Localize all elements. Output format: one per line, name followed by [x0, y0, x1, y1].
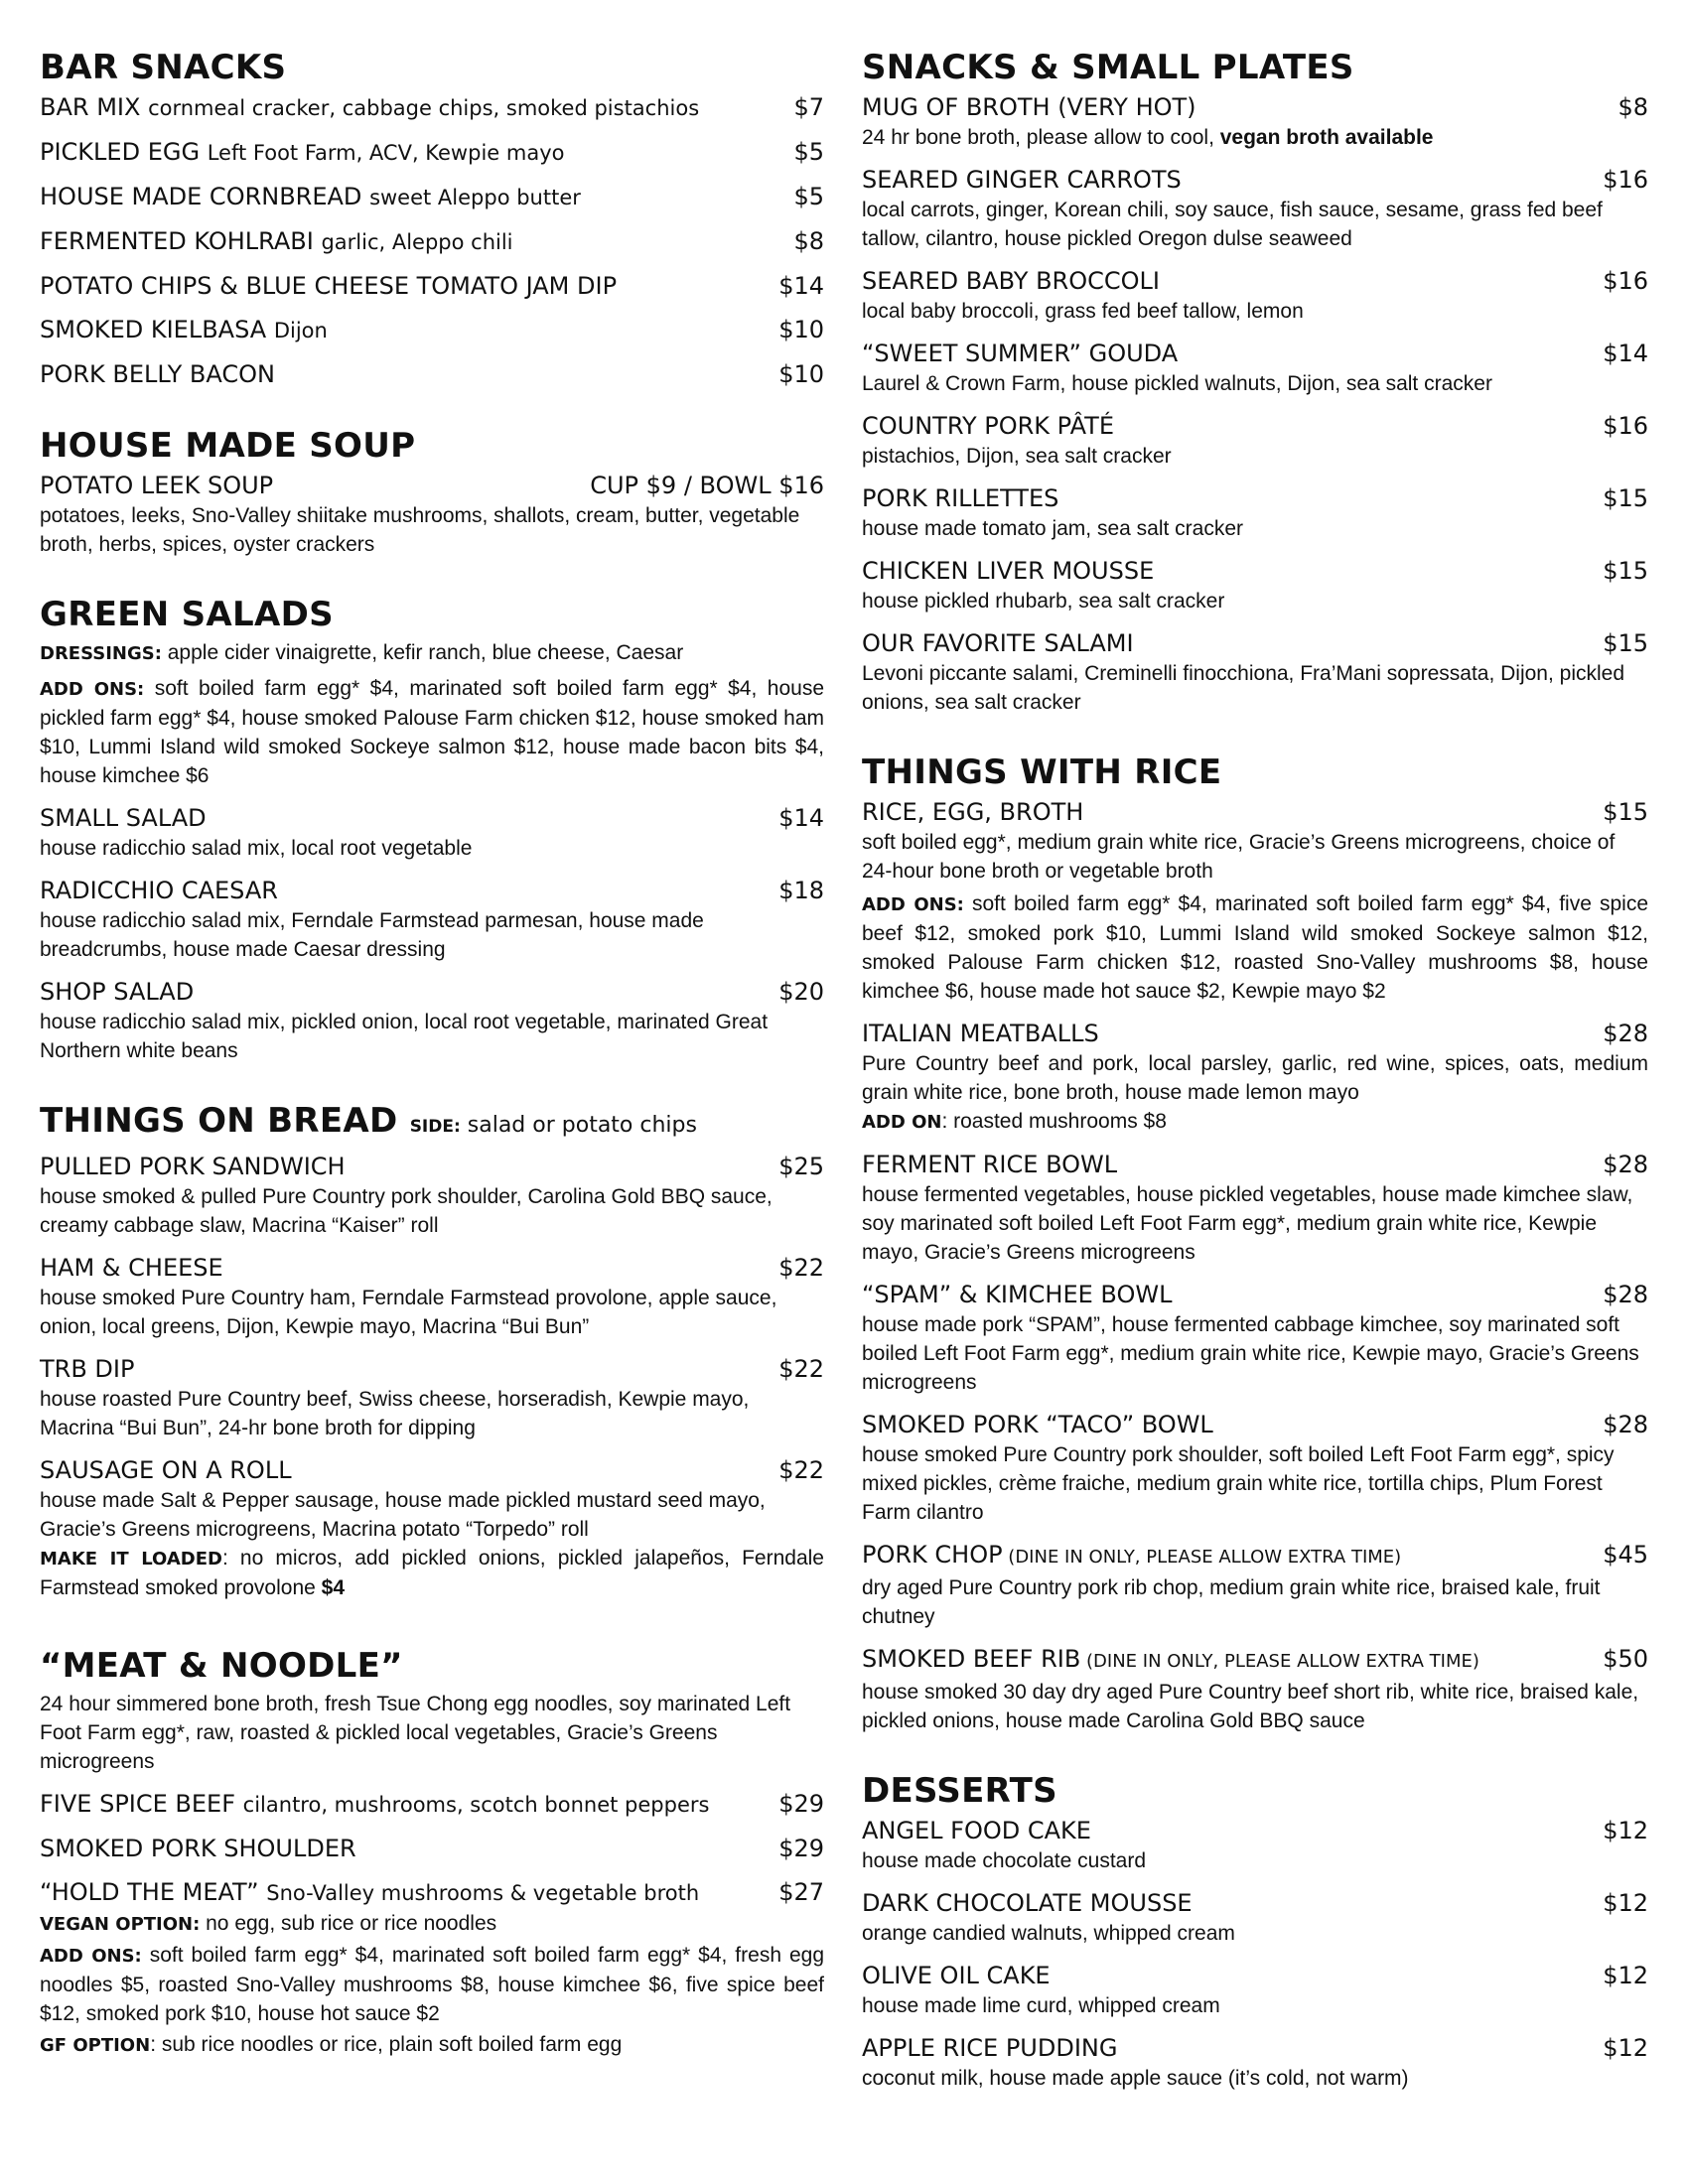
item-desc: Left Foot Farm, ACV, Kewpie mayo — [207, 141, 565, 165]
item-price: $12 — [1603, 1817, 1648, 1844]
green-salads-section — [40, 595, 824, 1065]
item-name: SMOKED KIELBASA — [40, 316, 267, 343]
menu-item — [40, 470, 824, 501]
item-desc: house smoked Pure Country pork shoulder, soft boiled Left Foot Farm egg*, spicy mixed pickles, crème fraiche, medium grain white rice, tortilla chips, Plum Forest Farm cilantro — [862, 1443, 1615, 1524]
item-name: PORK RILLETTES — [862, 484, 1059, 512]
vegan-note — [40, 1909, 824, 1939]
item-price: $14 — [778, 272, 824, 300]
item-price: $15 — [1603, 557, 1648, 585]
item-price: $10 — [778, 360, 824, 388]
item-desc: Sno-Valley mushrooms & vegetable broth — [266, 1881, 700, 1905]
menu-item — [40, 1454, 824, 1486]
menu-item — [40, 358, 824, 390]
menu-item — [40, 1353, 824, 1385]
addons-text: soft boiled farm egg* $4, marinated soft boiled farm egg* $4, fresh egg noodles $5, roasted Sno-Valley mushrooms $8, house kimchee $6, five spice beef $12, smoked pork $10, house hot sauce $2 — [40, 1944, 824, 2025]
item-name: HAM & CHEESE — [40, 1254, 223, 1282]
bar-snacks-section — [40, 48, 824, 390]
item-name: PORK BELLY BACON — [40, 360, 275, 388]
menu-item — [862, 1149, 1648, 1180]
item-name: SMOKED PORK SHOULDER — [40, 1835, 356, 1862]
gf-label: GF OPTION — [40, 2035, 151, 2056]
item-name: COUNTRY PORK PÂTÉ — [862, 412, 1114, 440]
menu-item — [862, 1279, 1648, 1310]
item-desc: orange candied walnuts, whipped cream — [862, 1922, 1235, 1945]
item-note: (DINE IN ONLY, PLEASE ALLOW EXTRA TIME) — [1002, 1547, 1402, 1568]
item-name: OLIVE OIL CAKE — [862, 1962, 1051, 1989]
item-price: $12 — [1603, 1889, 1648, 1917]
menu-item — [862, 796, 1648, 828]
item-name: SEARED BABY BROCCOLI — [862, 267, 1160, 295]
item-desc: house fermented vegetables, house pickled vegetables, house made kimchee slaw, soy marinated soft boiled Left Foot Farm egg*, medium grain white rice, Kewpie mayo, Gracie’s Greens microgreens — [862, 1183, 1633, 1264]
menu-item — [862, 2032, 1648, 2064]
item-name: BAR MIX — [40, 93, 141, 121]
item-desc: soft boiled egg*, medium grain white rice, Gracie’s Greens microgreens, choice of 24-hour bone broth or vegetable broth — [862, 831, 1616, 883]
item-name: “SWEET SUMMER” GOUDA — [862, 340, 1179, 367]
right-column — [862, 48, 1648, 2128]
item-name: POTATO LEEK SOUP — [40, 472, 274, 499]
menu-item — [862, 1539, 1648, 1573]
menu-item — [40, 1151, 824, 1182]
item-desc-bold: vegan broth available — [1219, 126, 1434, 149]
item-name: RICE, EGG, BROTH — [862, 798, 1084, 826]
menu-item — [40, 225, 824, 258]
item-name: APPLE RICE PUDDING — [862, 2034, 1118, 2062]
item-name: FERMENTED KOHLRABI — [40, 227, 314, 255]
item-name: OUR FAVORITE SALAMI — [862, 629, 1134, 657]
item-price: $8 — [793, 227, 824, 255]
item-price: $14 — [778, 804, 824, 832]
menu-item — [40, 802, 824, 834]
item-price: $50 — [1603, 1645, 1648, 1673]
addon-text: : roasted mushrooms $8 — [941, 1110, 1167, 1133]
item-desc: dry aged Pure Country pork rib chop, medium grain white rice, braised kale, fruit chutney — [862, 1576, 1601, 1628]
item-desc: house made tomato jam, sea salt cracker — [862, 517, 1244, 540]
left-column — [40, 48, 824, 2096]
gf-text: : sub rice noodles or rice, plain soft boiled farm egg — [150, 2033, 623, 2056]
dressings-text: apple cider vinaigrette, kefir ranch, blue cheese, Caesar — [161, 641, 684, 664]
menu-item — [40, 1833, 824, 1864]
item-name: SMOKED BEEF RIB — [862, 1645, 1081, 1673]
item-price: $7 — [793, 93, 824, 121]
item-desc: cornmeal cracker, cabbage chips, smoked pistachios — [148, 96, 700, 120]
menu-item — [862, 1960, 1648, 1991]
item-desc: pistachios, Dijon, sea salt cracker — [862, 445, 1172, 468]
item-price: $45 — [1603, 1541, 1648, 1569]
addons-label: ADD ONS: — [862, 894, 964, 915]
addons-text: soft boiled farm egg* $4, marinated soft boiled farm egg* $4, house pickled farm egg* $4, house smoked Palouse Farm chicken $12, house smoked ham $10, Lummi Island wild smoked Sockeye salmon $12, house made bacon bits $4, house kimchee $6 — [40, 677, 825, 787]
item-price: $22 — [778, 1355, 824, 1383]
bread-section — [40, 1101, 824, 1602]
menu-item — [40, 181, 824, 213]
item-desc: house radicchio salad mix, Ferndale Farmstead parmesan, house made breadcrumbs, house made Caesar dressing — [40, 909, 704, 961]
item-desc: Laurel & Crown Farm, house pickled walnuts, Dijon, sea salt cracker — [862, 372, 1492, 395]
item-price: $12 — [1603, 1962, 1648, 1989]
item-price: $16 — [1603, 267, 1648, 295]
section-title: THINGS WITH RICE — [862, 752, 1222, 792]
item-name: POTATO CHIPS & BLUE CHEESE TOMATO JAM DIP — [40, 272, 618, 300]
item-price: $15 — [1603, 629, 1648, 657]
addons-note — [862, 889, 1648, 1006]
menu-item — [862, 555, 1648, 587]
menu-item — [40, 1876, 824, 1909]
item-price: $22 — [778, 1254, 824, 1282]
item-name: SMALL SALAD — [40, 804, 207, 832]
item-name: ANGEL FOOD CAKE — [862, 1817, 1091, 1844]
item-price: $15 — [1603, 484, 1648, 512]
vegan-label: VEGAN OPTION: — [40, 1914, 201, 1935]
item-desc-text: 24 hr bone broth, please allow to cool, — [862, 126, 1220, 149]
menu-item — [862, 1815, 1648, 1846]
item-price: $27 — [778, 1878, 824, 1906]
loaded-text: : no micros, add pickled onions, pickled jalapeños, Ferndale Farmstead smoked provolone — [40, 1547, 824, 1599]
gf-note — [40, 2030, 824, 2060]
section-title-text: THINGS ON BREAD — [40, 1101, 398, 1141]
item-desc: house made Salt & Pepper sausage, house made pickled mustard seed mayo, Gracie’s Greens microgreens, Macrina potato “Torpedo” roll — [40, 1489, 766, 1541]
menu-item — [862, 1018, 1648, 1049]
item-name: SAUSAGE ON A ROLL — [40, 1456, 292, 1484]
menu-item — [40, 314, 824, 346]
side-label: SIDE: — [409, 1117, 461, 1137]
menu-item — [40, 976, 824, 1008]
vegan-text: no egg, sub rice or rice noodles — [200, 1912, 497, 1935]
item-name: RADICCHIO CAESAR — [40, 877, 278, 904]
loaded-note — [40, 1544, 824, 1602]
menu-item — [40, 91, 824, 124]
item-price: $29 — [778, 1835, 824, 1862]
section-title: HOUSE MADE SOUP — [40, 426, 416, 466]
item-desc: cilantro, mushrooms, scotch bonnet peppers — [242, 1793, 710, 1817]
addon-note — [862, 1107, 1648, 1137]
menu-item — [40, 875, 824, 906]
item-desc: house radicchio salad mix, local root vegetable — [40, 837, 473, 860]
item-name: PORK CHOP — [862, 1541, 1003, 1569]
item-price: $12 — [1603, 2034, 1648, 2062]
item-price: $20 — [778, 978, 824, 1006]
item-name: “SPAM” & KIMCHEE BOWL — [862, 1281, 1173, 1308]
item-desc: house smoked & pulled Pure Country pork shoulder, Carolina Gold BBQ sauce, creamy cabbage slaw, Macrina “Kaiser” roll — [40, 1185, 773, 1237]
item-price: $5 — [793, 183, 824, 210]
section-title: BAR SNACKS — [40, 48, 287, 87]
item-desc: coconut milk, house made apple sauce (it’s cold, not warm) — [862, 2067, 1409, 2090]
item-desc: Pure Country beef and pork, local parsley, garlic, red wine, spices, oats, medium grain white rice, bone broth, house made lemon mayo — [862, 1052, 1648, 1104]
menu-item — [862, 1409, 1648, 1440]
menu-item — [862, 338, 1648, 369]
item-name: “HOLD THE MEAT” — [40, 1878, 259, 1906]
item-desc: local carrots, ginger, Korean chili, soy sauce, fish sauce, sesame, grass fed beef tallow, cilantro, house pickled Oregon dulse seaweed — [862, 199, 1603, 250]
item-name: SHOP SALAD — [40, 978, 195, 1006]
rice-section — [862, 752, 1648, 1735]
menu-item — [862, 410, 1648, 442]
item-desc — [862, 123, 1648, 152]
item-price: $8 — [1618, 93, 1648, 121]
item-desc: Dijon — [273, 319, 328, 342]
item-name: TRB DIP — [40, 1355, 135, 1383]
item-name: HOUSE MADE CORNBREAD — [40, 183, 362, 210]
addons-text: soft boiled farm egg* $4, marinated soft boiled farm egg* $4, five spice beef $12, smoked pork $10, Lummi Island wild smoked Sockeye salmon $12, smoked Palouse Farm chicken $12, roasted Sno-Valley mushrooms $8, house kimchee $6, house made hot sauce $2, Kewpie mayo $2 — [862, 892, 1649, 1003]
item-name: CHICKEN LIVER MOUSSE — [862, 557, 1155, 585]
noodle-intro: 24 hour simmered bone broth, fresh Tsue Chong egg noodles, soy marinated Left Foot Farm egg*, raw, roasted & pickled local vegetables, Gracie’s Greens microgreens — [40, 1693, 791, 1773]
item-name: DARK CHOCOLATE MOUSSE — [862, 1889, 1193, 1917]
section-title: GREEN SALADS — [40, 595, 334, 634]
item-price: $14 — [1603, 340, 1648, 367]
item-name: ITALIAN MEATBALLS — [862, 1020, 1099, 1047]
item-price: $28 — [1603, 1281, 1648, 1308]
addons-note — [40, 1941, 824, 2028]
item-price: $16 — [1603, 166, 1648, 194]
item-price: $29 — [778, 1790, 824, 1818]
dressings-label: DRESSINGS: — [40, 643, 162, 664]
item-desc: house pickled rhubarb, sea salt cracker — [862, 590, 1225, 613]
item-desc: Levoni piccante salami, Creminelli finocchiona, Fra’Mani sopressata, Dijon, pickled onions, sea salt cracker — [862, 662, 1625, 714]
menu-item — [862, 627, 1648, 659]
item-price: $10 — [778, 316, 824, 343]
item-desc: house smoked 30 day dry aged Pure Country beef short rib, white rice, braised kale, pickled onions, house made Carolina Gold BBQ sauce — [862, 1681, 1639, 1732]
item-price: $28 — [1603, 1411, 1648, 1438]
menu-item — [862, 91, 1648, 123]
item-desc: house smoked Pure Country ham, Ferndale Farmstead provolone, apple sauce, onion, local greens, Dijon, Kewpie mayo, Macrina “Bui Bun” — [40, 1287, 777, 1338]
loaded-label: MAKE IT LOADED — [40, 1549, 222, 1570]
item-price: CUP $9 / BOWL $16 — [590, 472, 824, 499]
loaded-price: $4 — [321, 1576, 345, 1599]
section-title: “MEAT & NOODLE” — [40, 1646, 403, 1686]
item-desc: potatoes, leeks, Sno-Valley shiitake mushrooms, shallots, cream, butter, vegetable broth, herbs, spices, oyster crackers — [40, 504, 800, 556]
addons-label: ADD ONS: — [40, 1946, 142, 1967]
item-desc: local baby broccoli, grass fed beef tallow, lemon — [862, 300, 1304, 323]
item-price: $18 — [778, 877, 824, 904]
item-price: $5 — [793, 138, 824, 166]
item-price: $15 — [1603, 798, 1648, 826]
item-desc: house made pork “SPAM”, house fermented cabbage kimchee, soy marinated soft boiled Left Foot Farm egg*, medium grain white rice, Kewpie mayo, Gracie’s Greens microgreens — [862, 1313, 1639, 1394]
item-desc: house radicchio salad mix, pickled onion, local root vegetable, marinated Great Northern white beans — [40, 1011, 769, 1062]
item-name: SEARED GINGER CARROTS — [862, 166, 1182, 194]
addons-note — [40, 674, 824, 790]
small-plates-section — [862, 48, 1648, 717]
addon-label: ADD ON — [862, 1112, 942, 1133]
item-note: (DINE IN ONLY, PLEASE ALLOW EXTRA TIME) — [1080, 1651, 1479, 1672]
desserts-section — [862, 1771, 1648, 2093]
menu-item — [40, 1252, 824, 1284]
menu-item — [40, 1788, 824, 1821]
item-name: PICKLED EGG — [40, 138, 201, 166]
menu-item — [862, 1643, 1648, 1678]
section-title — [40, 1101, 824, 1147]
menu-item — [40, 270, 824, 302]
item-desc: garlic, Aleppo chili — [321, 230, 513, 254]
item-name: PULLED PORK SANDWICH — [40, 1153, 346, 1180]
section-title: DESSERTS — [862, 1771, 1057, 1811]
soup-section — [40, 426, 824, 559]
side-note — [410, 1113, 697, 1138]
menu-item — [862, 482, 1648, 514]
item-price: $16 — [1603, 412, 1648, 440]
menu-item — [40, 136, 824, 169]
addons-label: ADD ONS: — [40, 679, 145, 700]
dressings-note — [40, 638, 824, 668]
menu-item — [862, 265, 1648, 297]
item-name: FIVE SPICE BEEF — [40, 1790, 236, 1818]
section-title: SNACKS & SMALL PLATES — [862, 48, 1354, 87]
item-desc: house made lime curd, whipped cream — [862, 1994, 1220, 2017]
item-price: $28 — [1603, 1151, 1648, 1178]
item-desc: house made chocolate custard — [862, 1849, 1147, 1872]
item-desc: sweet Aleppo butter — [369, 186, 581, 209]
menu-item — [862, 164, 1648, 196]
item-price: $25 — [778, 1153, 824, 1180]
item-name: SMOKED PORK “TACO” BOWL — [862, 1411, 1213, 1438]
item-name: MUG OF BROTH (VERY HOT) — [862, 93, 1196, 121]
noodle-section — [40, 1646, 824, 2060]
item-price: $22 — [778, 1456, 824, 1484]
side-text: salad or potato chips — [460, 1113, 697, 1138]
item-desc: house roasted Pure Country beef, Swiss cheese, horseradish, Kewpie mayo, Macrina “Bui Bun”, 24-hr bone broth for dipping — [40, 1388, 750, 1439]
item-price: $28 — [1603, 1020, 1648, 1047]
menu-item — [862, 1887, 1648, 1919]
item-name: FERMENT RICE BOWL — [862, 1151, 1118, 1178]
